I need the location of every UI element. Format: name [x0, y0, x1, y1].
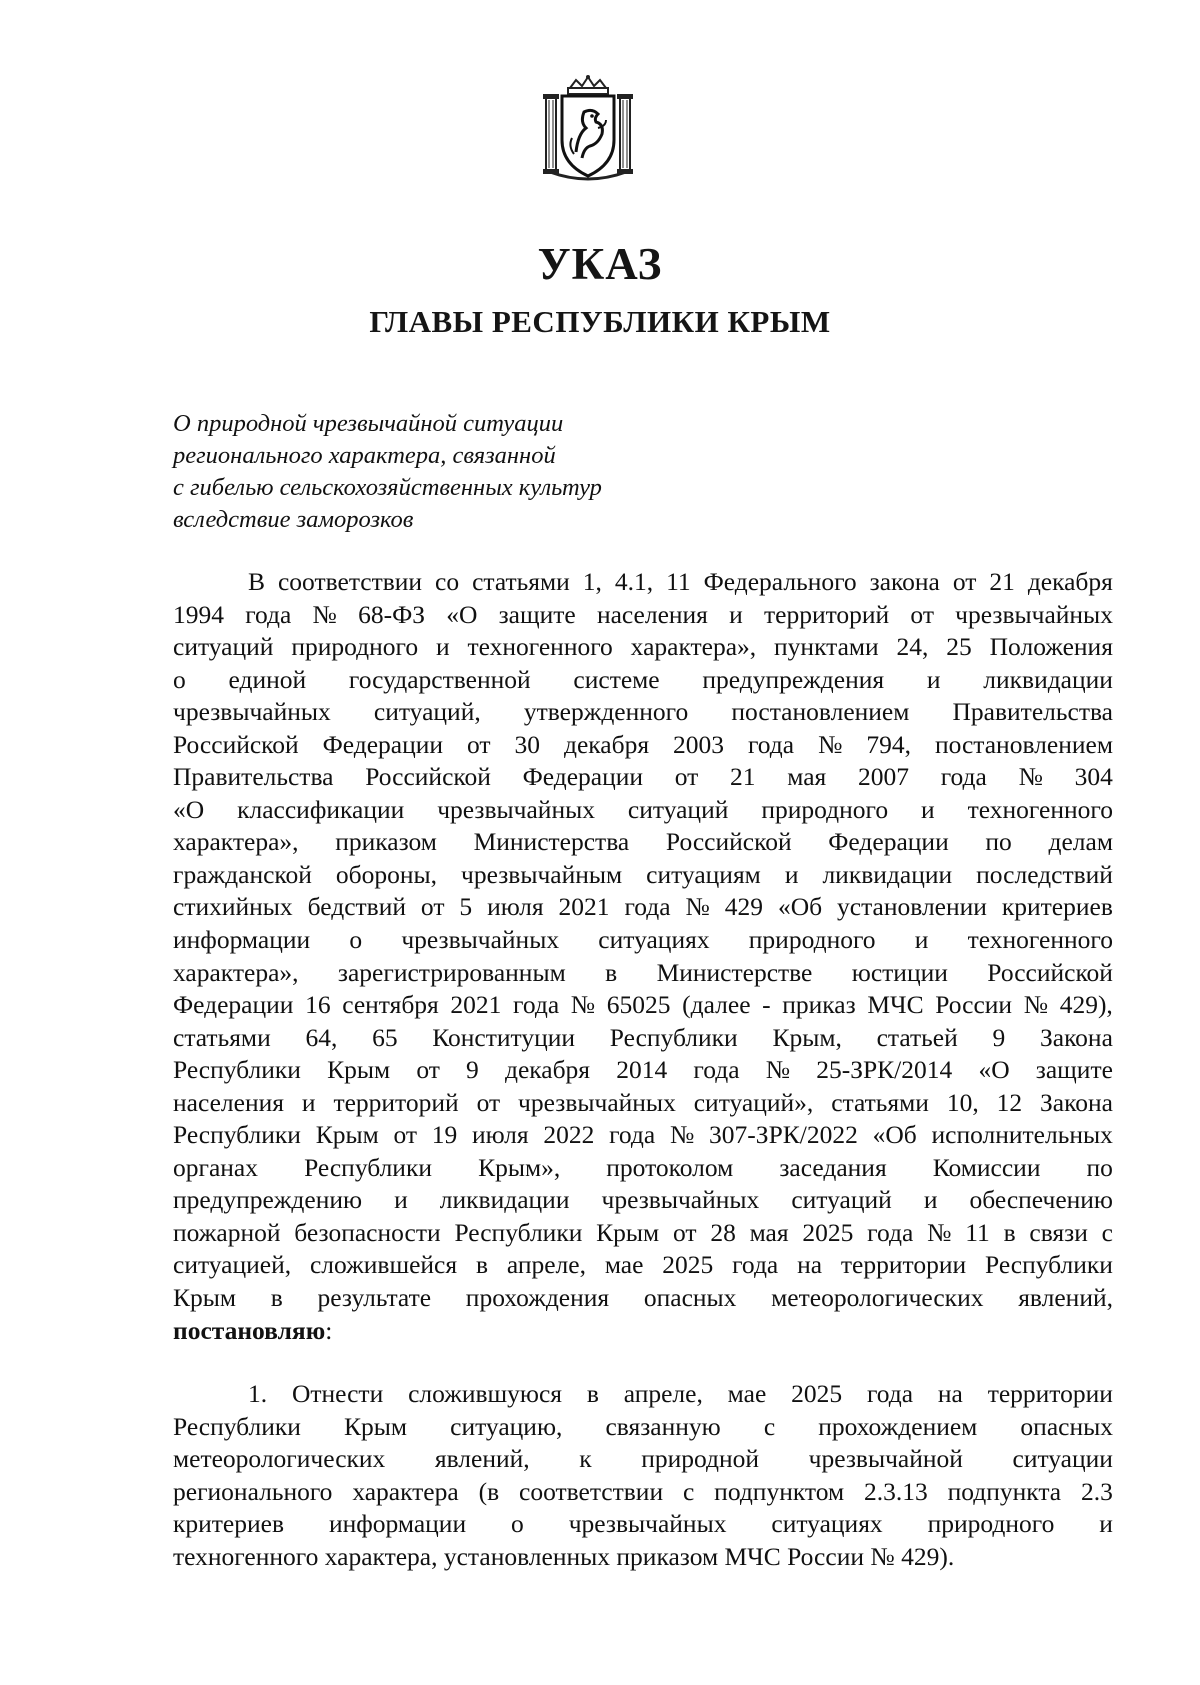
text-line: информации о чрезвычайных ситуациях природного и техногенного [173, 925, 1113, 955]
text-line: ситуаций природного и техногенного характера», пунктами 24, 25 Положения [173, 632, 1113, 662]
subject-line: с гибелью сельскохозяйственных культур [173, 474, 602, 501]
text-line: метеорологических явлений, к природной чрезвычайной ситуации [173, 1444, 1113, 1474]
document-title: УКАЗ [537, 239, 663, 289]
text-line: Правительства Российской Федерации от 21 мая 2007 года № 304 [173, 762, 1113, 792]
text-line: Республики Крым от 9 декабря 2014 года № 25-ЗРК/2014 «О защите [173, 1055, 1113, 1085]
text-line: населения и территорий от чрезвычайных ситуаций», статьями 10, 12 Закона [173, 1087, 1113, 1117]
text-line: стихийных бедствий от 5 июля 2021 года № 429 «Об установлении критериев [173, 892, 1113, 922]
decree-item-1 [173, 1378, 1113, 1573]
text-line: регионального характера (в соответствии с подпунктом 2.3.13 подпункта 2.3 [173, 1476, 1113, 1506]
subject-line: регионального характера, связанной [173, 442, 556, 469]
decree-colon: : [325, 1315, 333, 1345]
text-line: Крым в результате прохождения опасных метеорологических явлений, [173, 1283, 1113, 1313]
text-line: В соответствии со статьями 1, 4.1, 11 Федерального закона от 21 декабря [248, 567, 1113, 596]
text-line: чрезвычайных ситуаций, утвержденного постановлением Правительства [173, 697, 1113, 727]
text-line: Федерации 16 сентября 2021 года № 65025 (далее - приказ МЧС России № 429), [173, 990, 1113, 1020]
text-line: о единой государственной системе предупреждения и ликвидации [173, 664, 1113, 694]
text-line: Российской Федерации от 30 декабря 2003 года № 794, постановлением [173, 729, 1113, 759]
text-line: «О классификации чрезвычайных ситуаций природного и техногенного [173, 794, 1113, 824]
preamble-paragraph [173, 566, 1113, 1347]
subject-line: О природной чрезвычайной ситуации [173, 410, 564, 437]
text-line: гражданской обороны, чрезвычайным ситуациям и ликвидации последствий [173, 859, 1113, 889]
text-line: органах Республики Крым», протоколом заседания Комиссии по [173, 1152, 1113, 1182]
subject-line: вследствие заморозков [173, 506, 414, 533]
text-line: ситуацией, сложившейся в апреле, мае 2025 года на территории Республики [173, 1250, 1113, 1280]
document-subject [173, 408, 733, 536]
text-line: характера», зарегистрированным в Министерстве юстиции Российской [173, 957, 1113, 987]
text-line: пожарной безопасности Республики Крым от 28 мая 2025 года № 11 в связи с [173, 1217, 1113, 1247]
text-line: 1994 года № 68-ФЗ «О защите населения и территорий от чрезвычайных [173, 599, 1113, 629]
text-line: характера», приказом Министерства Российской Федерации по делам [173, 827, 1113, 857]
text-line: 1. Отнести сложившуюся в апреле, мае 2025 года на территории [248, 1379, 1113, 1408]
document-issuer: ГЛАВЫ РЕСПУБЛИКИ КРЫМ [369, 304, 831, 339]
text-line: критериев информации о чрезвычайных ситуациях природного и [173, 1509, 1113, 1539]
decree-word: постановляю [173, 1315, 326, 1345]
text-line: техногенного характера, установленных приказом МЧС России № 429). [173, 1541, 955, 1571]
text-line: статьями 64, 65 Конституции Республики Крым, статьей 9 Закона [173, 1022, 1113, 1052]
decree-word-line [173, 1315, 1113, 1348]
text-line: Республики Крым от 19 июля 2022 года № 307-ЗРК/2022 «Об исполнительных [173, 1120, 1113, 1150]
text-line: Республики Крым ситуацию, связанную с прохождением опасных [173, 1411, 1113, 1441]
coat-of-arms-emblem [540, 74, 636, 182]
text-line: предупреждению и ликвидации чрезвычайных ситуаций и обеспечению [173, 1185, 1113, 1215]
